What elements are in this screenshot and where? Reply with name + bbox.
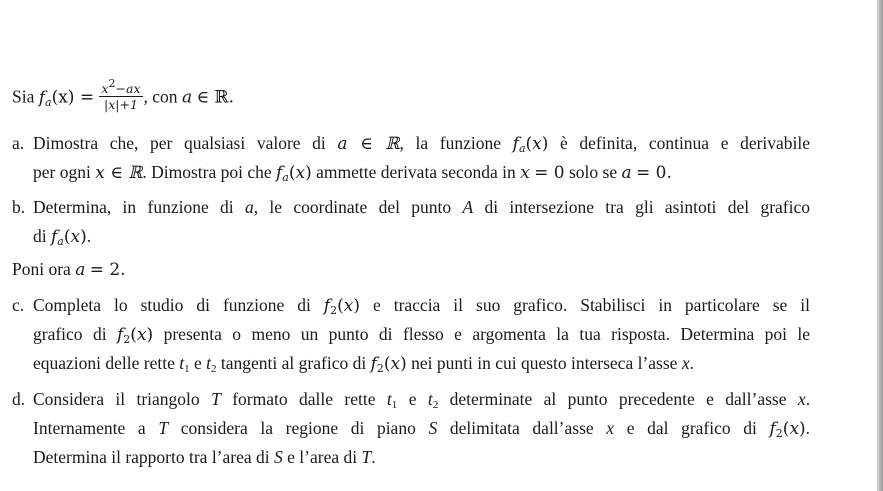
item-c-line3: equazioni delle rette $t_1$ e $t_2$ tangenti al grafico di $f_2(x)$ nei punti in cui questo interseca l’asse x. (33, 353, 694, 375)
item-a-line2: per ogni x ∈ ℝ. Dimostra poi che $f_a(x)$ ammette derivata seconda in x = 0 solo se a = 0. (33, 162, 672, 184)
item-c-line1: Completa lo studio di funzione di $f_2(x)$ e traccia il suo grafico. Stabilisci in particolare se il (33, 295, 811, 317)
intro-sia: Sia (12, 86, 35, 107)
intro-function: $f_a$ (38, 87, 52, 109)
item-c-label: c. (12, 295, 25, 315)
item-d-line2: Internamente a T considera la regione di piano S delimitata dall’asse x e dal grafico di $f_2(x)$. (33, 418, 811, 440)
item-b-line1: Determina, in funzione di a, le coordinate del punto A di intersezione tra gli asintoti del grafico (33, 197, 810, 217)
intro-x-def: (x) = (51, 87, 95, 108)
item-d-label: d. (12, 389, 26, 409)
poni-line: Poni ora a = 2. (12, 259, 126, 280)
item-a-label: a. (12, 133, 25, 153)
intro-line (12, 77, 234, 113)
item-c-line2: grafico di $f_2(x)$ presenta o meno un punto di flesso e argomenta la tua risposta. Determina poi le (33, 324, 811, 346)
item-b-label: b. (12, 197, 26, 217)
item-d-line3: Determina il rapporto tra l’area di S e l’area di T. (33, 447, 376, 467)
item-a-line1: Dimostra che, per qualsiasi valore di a ∈ ℝ, la funzione $f_a(x)$ è definita, continua e derivabile (33, 133, 811, 155)
intro-fraction: $\frac{x^2-ax}{|x|+1}$ (101, 77, 141, 112)
intro-con: , con (143, 86, 178, 107)
item-d-line1: Considera il triangolo T formato dalle rette $t_1$ e $t_2$ determinate al punto precedente e dall’asse x. (33, 389, 811, 411)
intro-a: a (181, 87, 193, 108)
intro-in-r: ∈ ℝ. (196, 87, 234, 108)
scan-edge (877, 0, 883, 491)
item-b-line2: di $f_a(x)$. (33, 226, 92, 248)
